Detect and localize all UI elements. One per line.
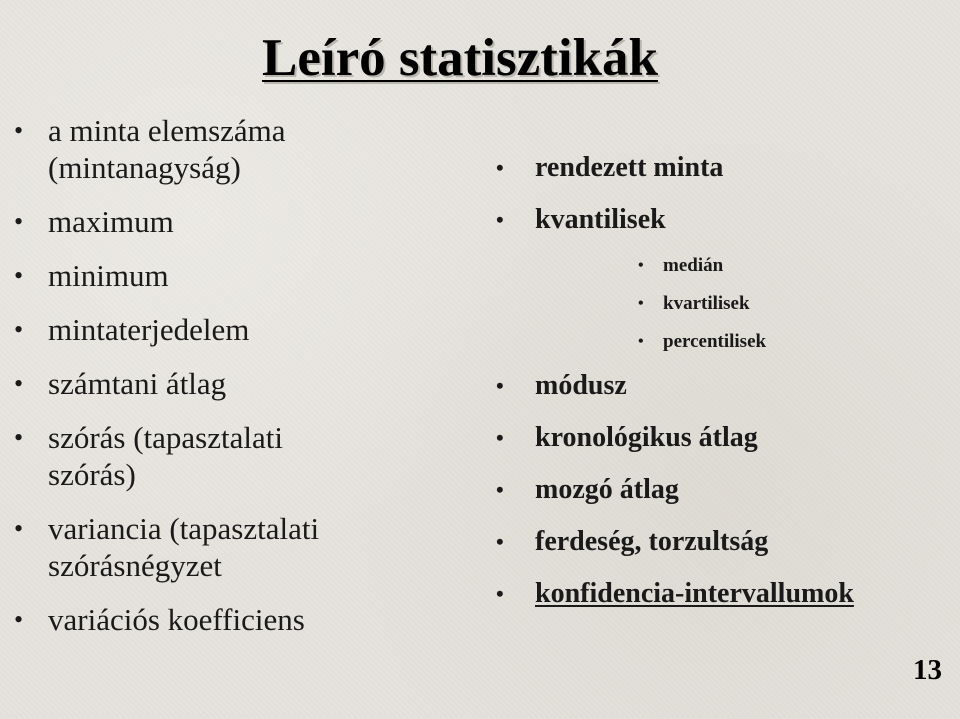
bullet-icon: •: [14, 315, 24, 344]
sub-list-item-text: medián: [663, 255, 724, 276]
sub-list-item: [638, 254, 936, 278]
list-item-text: módusz: [535, 370, 627, 401]
list-item-text: szórásnégyzet: [48, 548, 222, 583]
sub-list-container: [496, 254, 936, 354]
bullet-icon: •: [14, 261, 24, 290]
bullet-icon: •: [496, 581, 504, 606]
list-item: [496, 420, 936, 456]
bullet-icon: •: [496, 477, 504, 502]
list-item-text: variációs koefficiens: [48, 602, 305, 637]
list-item: [14, 311, 444, 348]
sub-list-item-text: percentilisek: [663, 331, 767, 352]
list-item-text: szórás): [48, 457, 136, 492]
list-item: [14, 510, 444, 584]
bullet-icon: •: [496, 425, 504, 450]
list-item-text: maximum: [48, 204, 174, 239]
bullet-icon: •: [496, 373, 504, 398]
bullet-icon: •: [496, 207, 504, 232]
list-item: [14, 365, 444, 402]
list-item-text: kronológikus átlag: [535, 422, 758, 453]
bullet-icon: •: [496, 529, 504, 554]
list-item: [496, 150, 936, 186]
bullet-icon: •: [14, 207, 24, 236]
list-item-text: a minta elemszáma: [48, 113, 286, 148]
list-item-text: ferdeség, torzultság: [535, 526, 769, 557]
left-bullet-list: [14, 112, 444, 655]
list-item: [14, 257, 444, 294]
bullet-icon: •: [638, 295, 644, 312]
page-number: 13: [913, 654, 942, 686]
list-item: [496, 524, 936, 560]
list-item: [496, 576, 936, 612]
list-item-text: mintaterjedelem: [48, 312, 250, 347]
sub-list-item-text: kvartilisek: [663, 293, 750, 314]
list-item-text: számtani átlag: [48, 366, 227, 401]
list-item: [496, 368, 936, 404]
bullet-icon: •: [496, 155, 504, 180]
list-item: [14, 112, 444, 186]
bullet-icon: •: [14, 116, 24, 145]
list-item: [14, 419, 444, 493]
list-item: [496, 472, 936, 508]
bullet-icon: •: [14, 605, 24, 634]
list-item-text: minimum: [48, 258, 169, 293]
list-item: [14, 601, 444, 638]
list-item-text: kvantilisek: [535, 204, 666, 235]
slide-title: Leíró statisztikák: [262, 29, 658, 87]
list-item-text: rendezett minta: [535, 152, 724, 183]
bullet-icon: •: [14, 514, 24, 543]
sub-list-item: [638, 292, 936, 316]
bullet-icon: •: [638, 333, 644, 350]
right-bullet-list: [496, 150, 936, 628]
bullet-icon: •: [14, 423, 24, 452]
list-item-text: szórás (tapasztalati: [48, 420, 283, 455]
bullet-icon: •: [638, 257, 644, 274]
list-item-text: mozgó átlag: [535, 474, 679, 505]
list-item-text: (mintanagyság): [48, 150, 241, 185]
list-item: [14, 203, 444, 240]
list-item: [496, 202, 936, 238]
sub-list-item: [638, 330, 936, 354]
sub-bullet-list: [638, 254, 936, 354]
list-item-text: konfidencia-intervallumok: [535, 578, 854, 609]
list-item-text: variancia (tapasztalati: [48, 511, 320, 546]
bullet-icon: •: [14, 369, 24, 398]
